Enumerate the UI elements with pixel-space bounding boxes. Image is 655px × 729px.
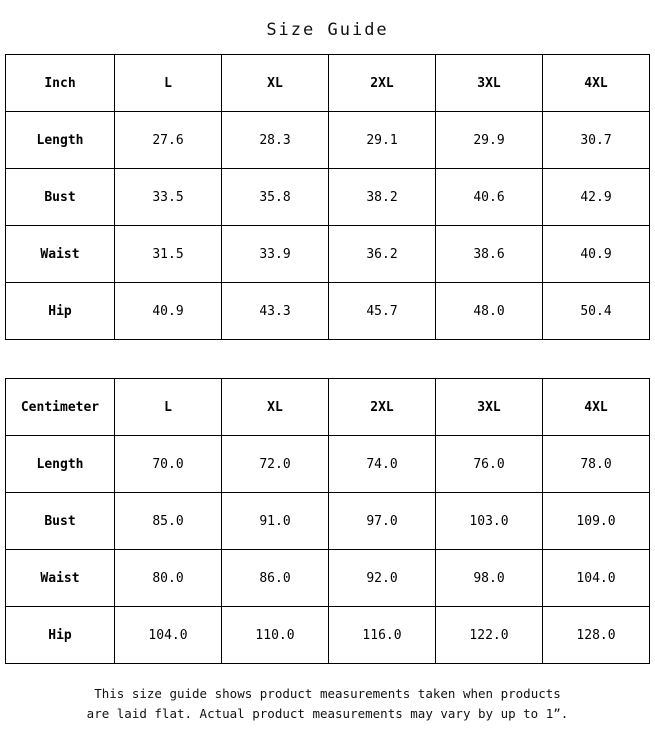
size-header-3xl: 3XL: [436, 55, 543, 112]
cell-waist-2xl: 92.0: [329, 550, 436, 607]
cell-bust-xl: 35.8: [222, 169, 329, 226]
cell-length-xl: 28.3: [222, 112, 329, 169]
size-header-l: L: [115, 55, 222, 112]
row-label-length: Length: [6, 436, 115, 493]
table-row: [6, 607, 650, 664]
cell-bust-3xl: 103.0: [436, 493, 543, 550]
cell-hip-4xl: 50.4: [543, 283, 650, 340]
cell-length-3xl: 29.9: [436, 112, 543, 169]
table-row: [6, 112, 650, 169]
cell-hip-2xl: 116.0: [329, 607, 436, 664]
cell-bust-4xl: 109.0: [543, 493, 650, 550]
size-header-xl: XL: [222, 55, 329, 112]
size-header-2xl: 2XL: [329, 379, 436, 436]
unit-header-inch: Inch: [6, 55, 115, 112]
cell-length-xl: 72.0: [222, 436, 329, 493]
size-header-3xl: 3XL: [436, 379, 543, 436]
table-row: [6, 226, 650, 283]
page-title: Size Guide: [266, 20, 389, 40]
row-label-length: Length: [6, 112, 115, 169]
cell-length-4xl: 78.0: [543, 436, 650, 493]
cell-bust-l: 85.0: [115, 493, 222, 550]
cell-length-3xl: 76.0: [436, 436, 543, 493]
unit-header-centimeter: Centimeter: [6, 379, 115, 436]
cell-hip-4xl: 128.0: [543, 607, 650, 664]
cell-length-2xl: 29.1: [329, 112, 436, 169]
cell-waist-4xl: 40.9: [543, 226, 650, 283]
cell-hip-3xl: 48.0: [436, 283, 543, 340]
size-header-4xl: 4XL: [543, 379, 650, 436]
table-row: [6, 550, 650, 607]
cell-hip-xl: 43.3: [222, 283, 329, 340]
inch-size-table: [5, 54, 650, 340]
cell-length-l: 70.0: [115, 436, 222, 493]
cell-hip-l: 104.0: [115, 607, 222, 664]
cell-waist-l: 31.5: [115, 226, 222, 283]
table-gap: [0, 340, 655, 378]
size-header-2xl: 2XL: [329, 55, 436, 112]
cell-hip-xl: 110.0: [222, 607, 329, 664]
row-label-bust: Bust: [6, 169, 115, 226]
cell-bust-l: 33.5: [115, 169, 222, 226]
size-header-xl: XL: [222, 379, 329, 436]
cell-hip-l: 40.9: [115, 283, 222, 340]
footnote-line-1: This size guide shows product measurements taken when products: [94, 686, 561, 701]
cell-waist-l: 80.0: [115, 550, 222, 607]
cell-length-4xl: 30.7: [543, 112, 650, 169]
cell-waist-3xl: 98.0: [436, 550, 543, 607]
row-label-waist: Waist: [6, 550, 115, 607]
cell-bust-2xl: 97.0: [329, 493, 436, 550]
table-row: [6, 493, 650, 550]
table-header-row: [6, 55, 650, 112]
cell-bust-2xl: 38.2: [329, 169, 436, 226]
size-header-4xl: 4XL: [543, 55, 650, 112]
cell-waist-3xl: 38.6: [436, 226, 543, 283]
cell-waist-2xl: 36.2: [329, 226, 436, 283]
table-row: [6, 283, 650, 340]
size-header-l: L: [115, 379, 222, 436]
cell-length-2xl: 74.0: [329, 436, 436, 493]
row-label-bust: Bust: [6, 493, 115, 550]
cell-hip-2xl: 45.7: [329, 283, 436, 340]
footnote-line-2: are laid flat. Actual product measurements may vary by up to 1”.: [86, 706, 569, 721]
footnote: [23, 664, 633, 724]
cell-bust-xl: 91.0: [222, 493, 329, 550]
table-header-row: [6, 379, 650, 436]
table-row: [6, 436, 650, 493]
row-label-hip: Hip: [6, 607, 115, 664]
row-label-hip: Hip: [6, 283, 115, 340]
cell-waist-xl: 33.9: [222, 226, 329, 283]
cell-bust-4xl: 42.9: [543, 169, 650, 226]
cell-length-l: 27.6: [115, 112, 222, 169]
row-label-waist: Waist: [6, 226, 115, 283]
table-row: [6, 169, 650, 226]
cell-waist-4xl: 104.0: [543, 550, 650, 607]
cell-bust-3xl: 40.6: [436, 169, 543, 226]
cell-waist-xl: 86.0: [222, 550, 329, 607]
cell-hip-3xl: 122.0: [436, 607, 543, 664]
centimeter-size-table: [5, 378, 650, 664]
